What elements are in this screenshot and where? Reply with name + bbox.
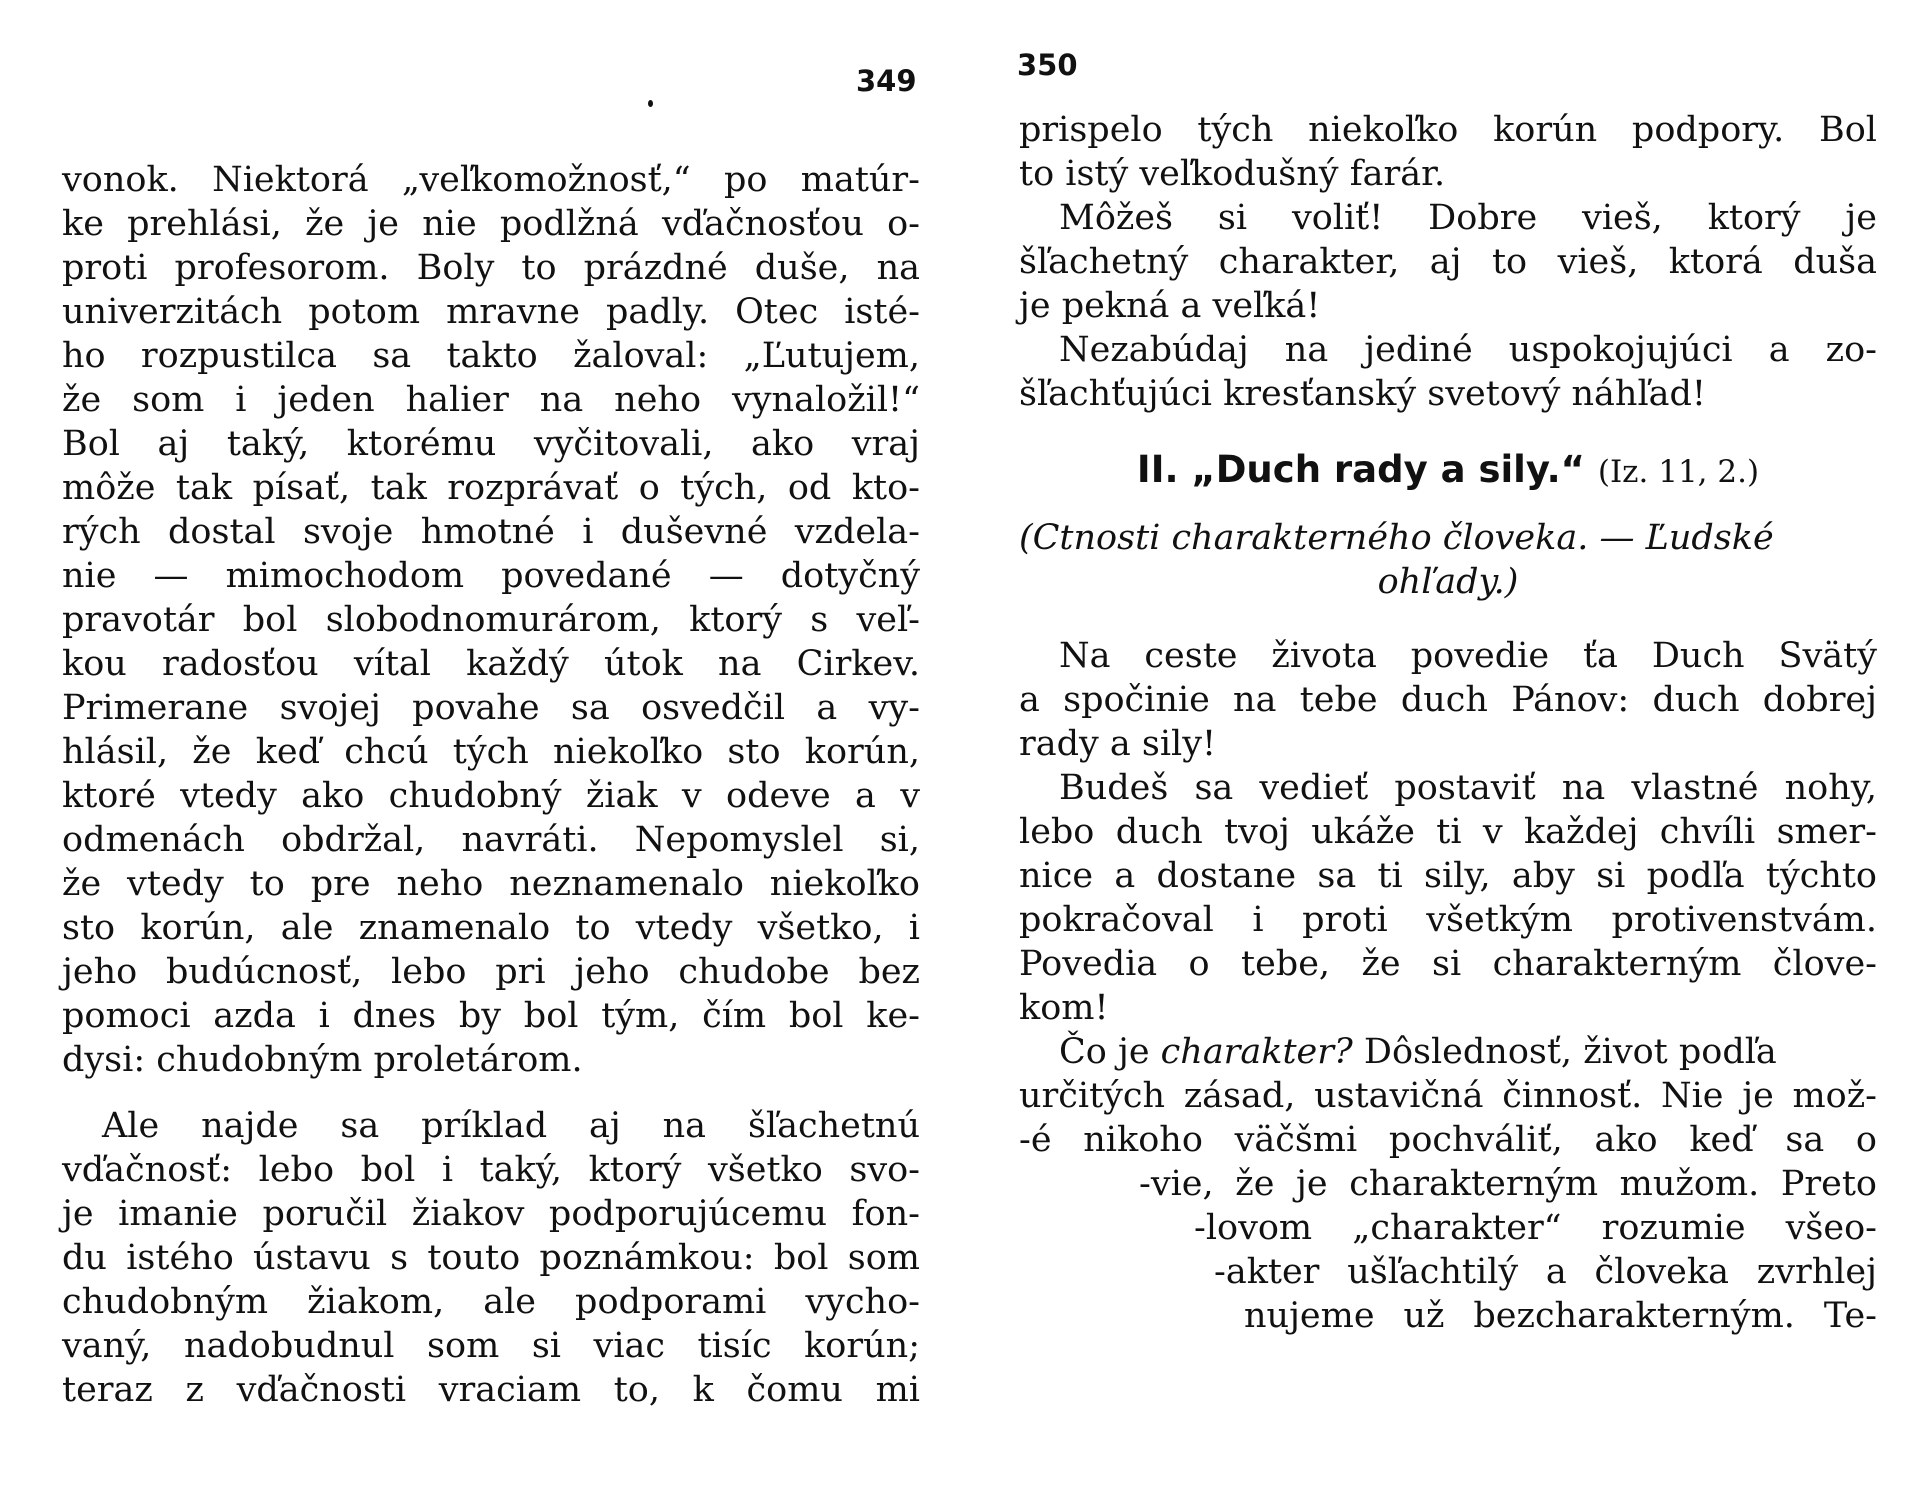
charakter-paragraph: [1019, 1030, 1877, 1338]
text-line: Primerane svojej povahe sa osvedčil a vy-: [62, 688, 920, 728]
text-line: Môžeš si voliť! Dobre vieš, ktorý je: [1059, 198, 1877, 238]
text-line: a spočinie na tebe duch Pánov: duch dobrej: [1019, 680, 1877, 720]
page-number: 349: [856, 64, 917, 98]
text-line: rých dostal svoje hmotné i duševné vzdela-: [62, 512, 920, 552]
text-line: Bol aj taký, ktorému vyčitovali, ako vraj: [62, 424, 920, 464]
text-line: Nezabúdaj na jediné uspokojujúci a zo-: [1059, 330, 1877, 370]
text-line: vonok. Niektorá „veľkomožnosť,“ po matúr-: [62, 160, 920, 200]
section-reference: (Iz. 11, 2.): [1597, 454, 1760, 490]
text-fragment: Dôslednosť, život podľa: [1352, 1032, 1777, 1072]
text-line: -akter ušľachtilý a človeka zvrhlej: [1214, 1252, 1877, 1292]
left-text-column: [62, 158, 920, 1412]
section-heading-text: II. „Duch rady a sily.“: [1136, 448, 1585, 491]
right-page: [957, 0, 1914, 1500]
text-line: pravotár bol slobodnomurárom, ktorý s veľ-: [62, 600, 920, 640]
text-line: kom!: [1019, 988, 1109, 1028]
body-paragraphs: [1019, 634, 1877, 1030]
text-line: -é nikoho väčšmi pochváliť, ako keď sa o: [1019, 1120, 1877, 1160]
text-line: šľachťujúci kresťanský svetový náhľad!: [1019, 374, 1706, 414]
intro-paragraphs: [1019, 108, 1877, 416]
text-line: je imanie poručil žiakov podporujúcemu fon-: [62, 1194, 920, 1234]
italic-term: charakter?: [1160, 1032, 1353, 1072]
text-line: univerzitách potom mravne padly. Otec isté-: [62, 292, 920, 332]
text-line: ke prehlási, že je nie podlžná vďačnosťou o-: [62, 204, 920, 244]
text-line: odmenách obdržal, navráti. Nepomyslel si,: [62, 820, 920, 860]
text-line: [1019, 1030, 1877, 1074]
section-subtitle-line: ohľady.): [1377, 562, 1519, 602]
text-line: lebo duch tvoj ukáže ti v každej chvíli smer-: [1019, 812, 1877, 852]
text-line: teraz z vďačnosti vraciam to, k čomu mi: [62, 1370, 920, 1410]
text-line: to istý veľkodušný farár.: [1019, 154, 1446, 194]
text-line: šľachetný charakter, aj to vieš, ktorá duša: [1019, 242, 1877, 282]
text-line: Budeš sa vedieť postaviť na vlastné nohy,: [1059, 768, 1877, 808]
paragraph: [62, 158, 920, 1082]
text-line: nujeme už bezcharakterným. Te-: [1244, 1296, 1877, 1336]
text-line: -vie, že je charakterným mužom. Preto: [1139, 1164, 1877, 1204]
right-text-column: [1019, 108, 1877, 1338]
text-line: je pekná a veľká!: [1019, 286, 1321, 326]
text-line: prispelo tých niekoľko korún podpory. Bol: [1019, 110, 1877, 150]
text-line: Ale najde sa príklad aj na šľachetnú: [102, 1106, 920, 1146]
section-subtitle-line: (Ctnosti charakterného človeka. — Ľudské: [1019, 518, 1774, 558]
text-line: rady a sily!: [1019, 724, 1217, 764]
text-line: sto korún, ale znamenalo to vtedy všetko, i: [62, 908, 920, 948]
text-line: môže tak písať, tak rozprávať o tých, od kto-: [62, 468, 920, 508]
text-line: du istého ústavu s touto poznámkou: bol som: [62, 1238, 920, 1278]
section-heading: [1019, 446, 1877, 494]
text-line: nice a dostane sa ti sily, aby si podľa týchto: [1019, 856, 1877, 896]
section-gap: [1019, 416, 1877, 446]
text-line: ho rozpustilca sa takto žaloval: „Ľutujem,: [62, 336, 920, 376]
text-line: kou radosťou vítal každý útok na Cirkev.: [62, 644, 920, 684]
text-line: chudobným žiakom, ale podporami vycho-: [62, 1282, 920, 1322]
page-number: 350: [1017, 48, 1078, 82]
text-fragment: Čo je: [1059, 1032, 1161, 1072]
text-line: vaný, nadobudnul som si viac tisíc korún;: [62, 1326, 920, 1366]
text-line: jeho budúcnosť, lebo pri jeho chudobe bez: [62, 952, 920, 992]
text-line: dysi: chudobným proletárom.: [62, 1040, 583, 1080]
text-line: nie — mimochodom povedané — dotyčný: [62, 556, 920, 596]
text-line: že vtedy to pre neho neznamenalo niekoľko: [62, 864, 920, 904]
section-gap: [1019, 604, 1877, 634]
text-line: -lovom „charakter“ rozumie všeo-: [1194, 1208, 1877, 1248]
text-line: pokračoval i proti všetkým protivenstvám.: [1019, 900, 1877, 940]
ink-speck: [648, 100, 653, 107]
text-line: proti profesorom. Boly to prázdné duše, na: [62, 248, 920, 288]
text-line: hlásil, že keď chcú tých niekoľko sto korún,: [62, 732, 920, 772]
section-gap: [1019, 494, 1877, 516]
text-line: vďačnosť: lebo bol i taký, ktorý všetko svo-: [62, 1150, 920, 1190]
text-line: že som i jeden halier na neho vynaložil!“: [62, 380, 920, 420]
text-line: Na ceste života povedie ťa Duch Svätý: [1059, 636, 1877, 676]
text-line: pomoci azda i dnes by bol tým, čím bol ke-: [62, 996, 920, 1036]
paragraph-gap: [62, 1082, 920, 1104]
paragraph: [62, 1104, 920, 1412]
text-line: určitých zásad, ustavičná činnosť. Nie je mož-: [1019, 1076, 1877, 1116]
text-line: ktoré vtedy ako chudobný žiak v odeve a v: [62, 776, 920, 816]
text-line: Povedia o tebe, že si charakterným člove-: [1019, 944, 1877, 984]
